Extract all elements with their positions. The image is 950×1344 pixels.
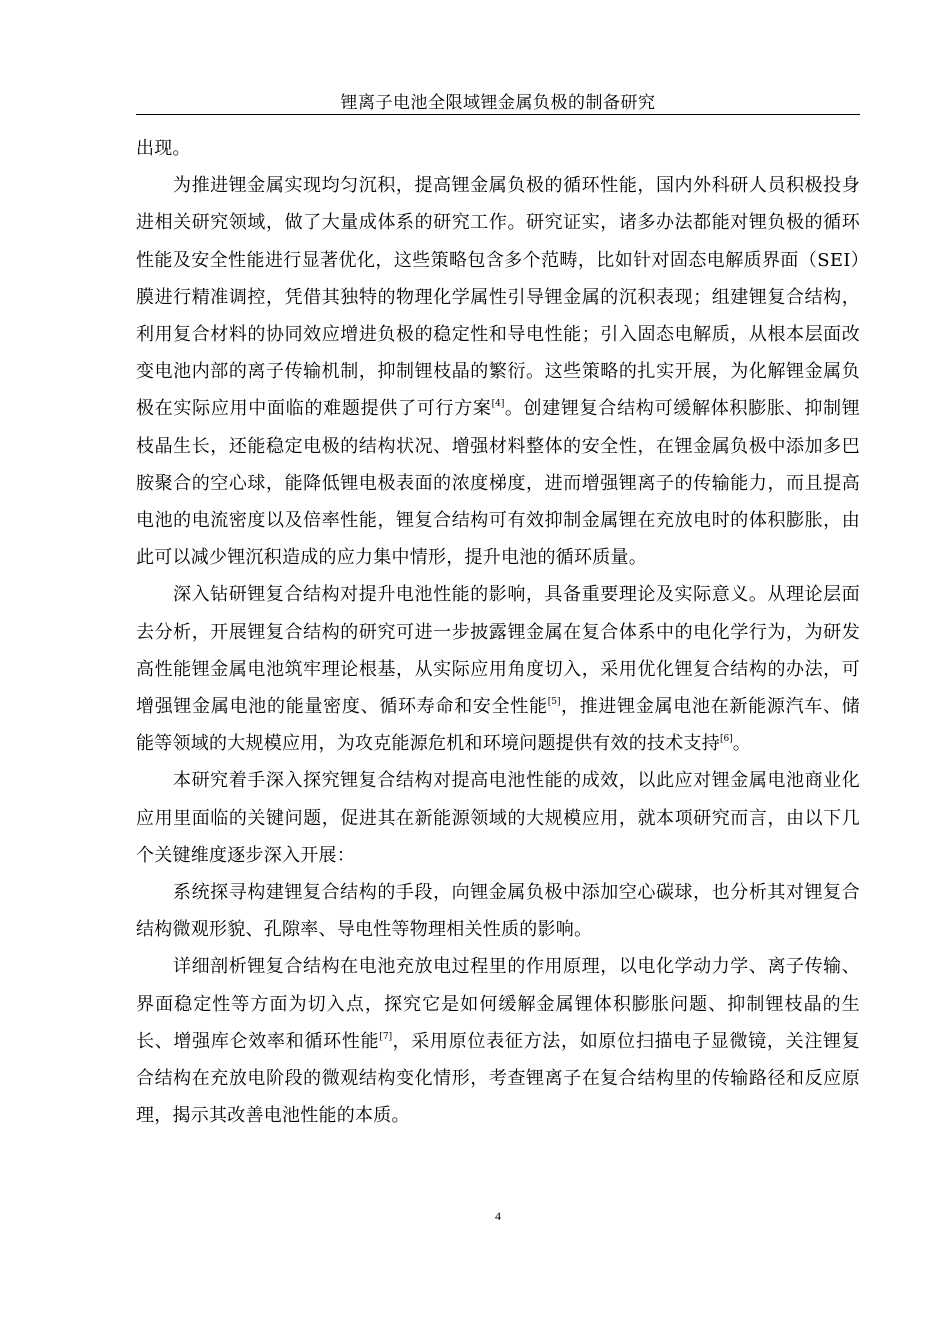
paragraph-text: 。 [732,733,751,755]
body-text [136,130,860,1134]
paragraph-text: 深入钻研锂复合结构对提升电池性能的影响，具备重要理论及实际意义。从理论层面去分析，开展锂复合结构的研究可进一步披露锂金属在复合体系中的电化学行为，为研发高性能锂金属电池筑牢理论根基，从实际应用角度切入，采用优化锂复合结构的办法，可增强锂金属电池的能量密度、循环寿命和安全性能 [136,584,860,718]
paragraph [136,948,860,1134]
citation-ref: [4] [491,399,505,410]
paragraph [136,130,860,167]
paragraph-text: 详细剖析锂复合结构在电池充放电过程里的作用原理，以电化学动力学、离子传输、界面稳定性等方面为切入点，探究它是如何缓解金属锂体积膨胀问题、抑制锂枝晶的生长、增强库仑效率和循环性能 [136,956,860,1052]
paragraph-text: 系统探寻构建锂复合结构的手段，向锂金属负极中添加空心碳球，也分析其对锂复合结构微观形貌、孔隙率、导电性等物理相关性质的影响。 [136,882,860,941]
paragraph [136,874,860,948]
page-number: 4 [495,1209,501,1223]
paragraph [136,167,860,576]
header-rule [136,114,860,115]
paragraph [136,576,860,762]
paragraph-text: 为推进锂金属实现均匀沉积，提高锂金属负极的循环性能，国内外科研人员积极投身进相关研究领域，做了大量成体系的研究工作。研究证实，诸多办法都能对锂负极的循环性能及安全性能进行显著优化，这些策略包含多个范畴，比如针对固态电解质界面（SEI）膜进行精准调控，凭借其独特的物理化学属性引导锂金属的沉积表现；组建锂复合结构，利用复合材料的协同效应增进负极的稳定性和导电性能；引入固态电解质，从根本层面改变电池内部的离子传输机制，抑制锂枝晶的繁衍。这些策略的扎实开展，为化解锂金属负极在实际应用中面临的难题提供了可行方案 [136,175,860,420]
paragraph-text: 。创建锂复合结构可缓解体积膨胀、抑制锂枝晶生长，还能稳定电极的结构状况、增强材料整体的安全性，在锂金属负极中添加多巴胺聚合的空心球，能降低锂电极表面的浓度梯度，进而增强锂离子的传输能力，而且提高电池的电流密度以及倍率性能，锂复合结构可有效抑制金属锂在充放电时的体积膨胀，由此可以减少锂沉积造成的应力集中情形，提升电池的循环质量。 [136,398,860,569]
citation-ref: [5] [547,697,561,708]
citation-ref: [6] [720,734,733,745]
citation-ref: [7] [379,1031,393,1042]
paragraph-text: ，采用原位表征方法，如原位扫描电子显微镜，关注锂复合结构在充放电阶段的微观结构变化情形，考查锂离子在复合结构里的传输路径和反应原理，揭示其改善电池性能的本质。 [136,1030,861,1127]
paragraph-text: 出现。 [136,138,191,159]
paragraph-text: ，推进锂金属电池在新能源汽车、储能等领域的大规模应用，为攻克能源危机和环境问题提供有效的技术支持 [136,696,861,755]
paragraph [136,762,860,874]
running-header: 锂离子电池全限域锂金属负极的制备研究 [340,93,656,113]
paragraph-text: 本研究着手深入探究锂复合结构对提高电池性能的成效，以此应对锂金属电池商业化应用里面临的关键问题，促进其在新能源领域的大规模应用，就本项研究而言，由以下几个关键维度逐步深入开展： [136,770,860,866]
